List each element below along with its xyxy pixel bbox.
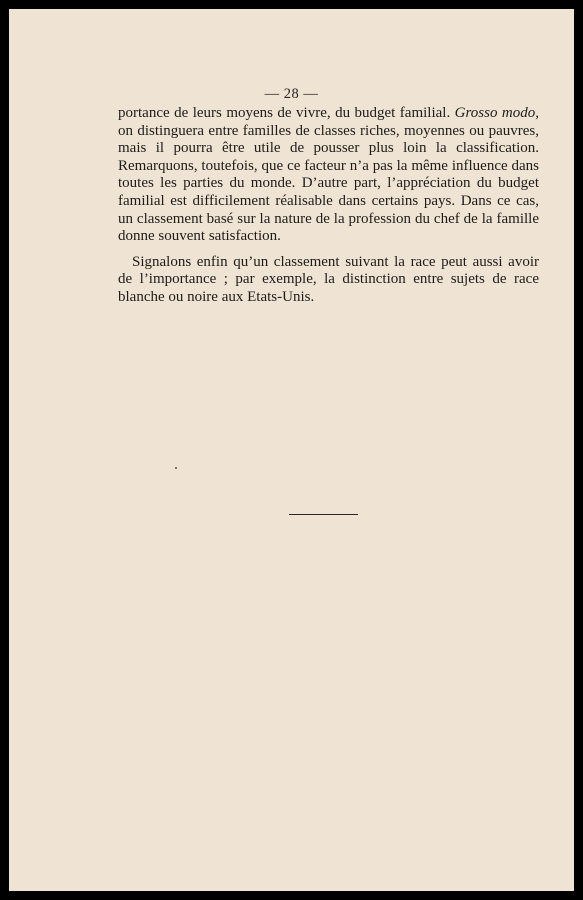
paragraph-1-text-end: on distinguera entre familles de classes riches, moyennes ou pauvres, mais il pourra être utile de pousser plus loin la classification. Remarquons, toutefois, que ce facteur n’a pas la même influence dans toutes les parties du monde. D’autre part, l’appréciation du budget familial est difficilement réalisable dans certains pays. Dans ce cas, un classement basé sur la nature de la profession du chef de la famille donne souvent satisfaction.: [118, 122, 539, 245]
paragraph-2: Signalons enfin qu’un classement suivant la race peut aussi avoir de l’importance ; par exemple, la distinction entre sujets de race blanche ou noire aux Etats-Unis.: [118, 253, 539, 305]
body-text: [118, 105, 539, 307]
end-of-text-rule: [289, 514, 358, 515]
page-number: — 28 —: [264, 86, 319, 102]
paragraph-1-italic-phrase: Grosso modo,: [454, 105, 539, 121]
document-page: [9, 9, 574, 891]
paragraph-1: [118, 105, 539, 246]
paragraph-1-text-start: portance de leurs moyens de vivre, du budget familial.: [118, 105, 455, 121]
ink-speck: [175, 467, 177, 469]
